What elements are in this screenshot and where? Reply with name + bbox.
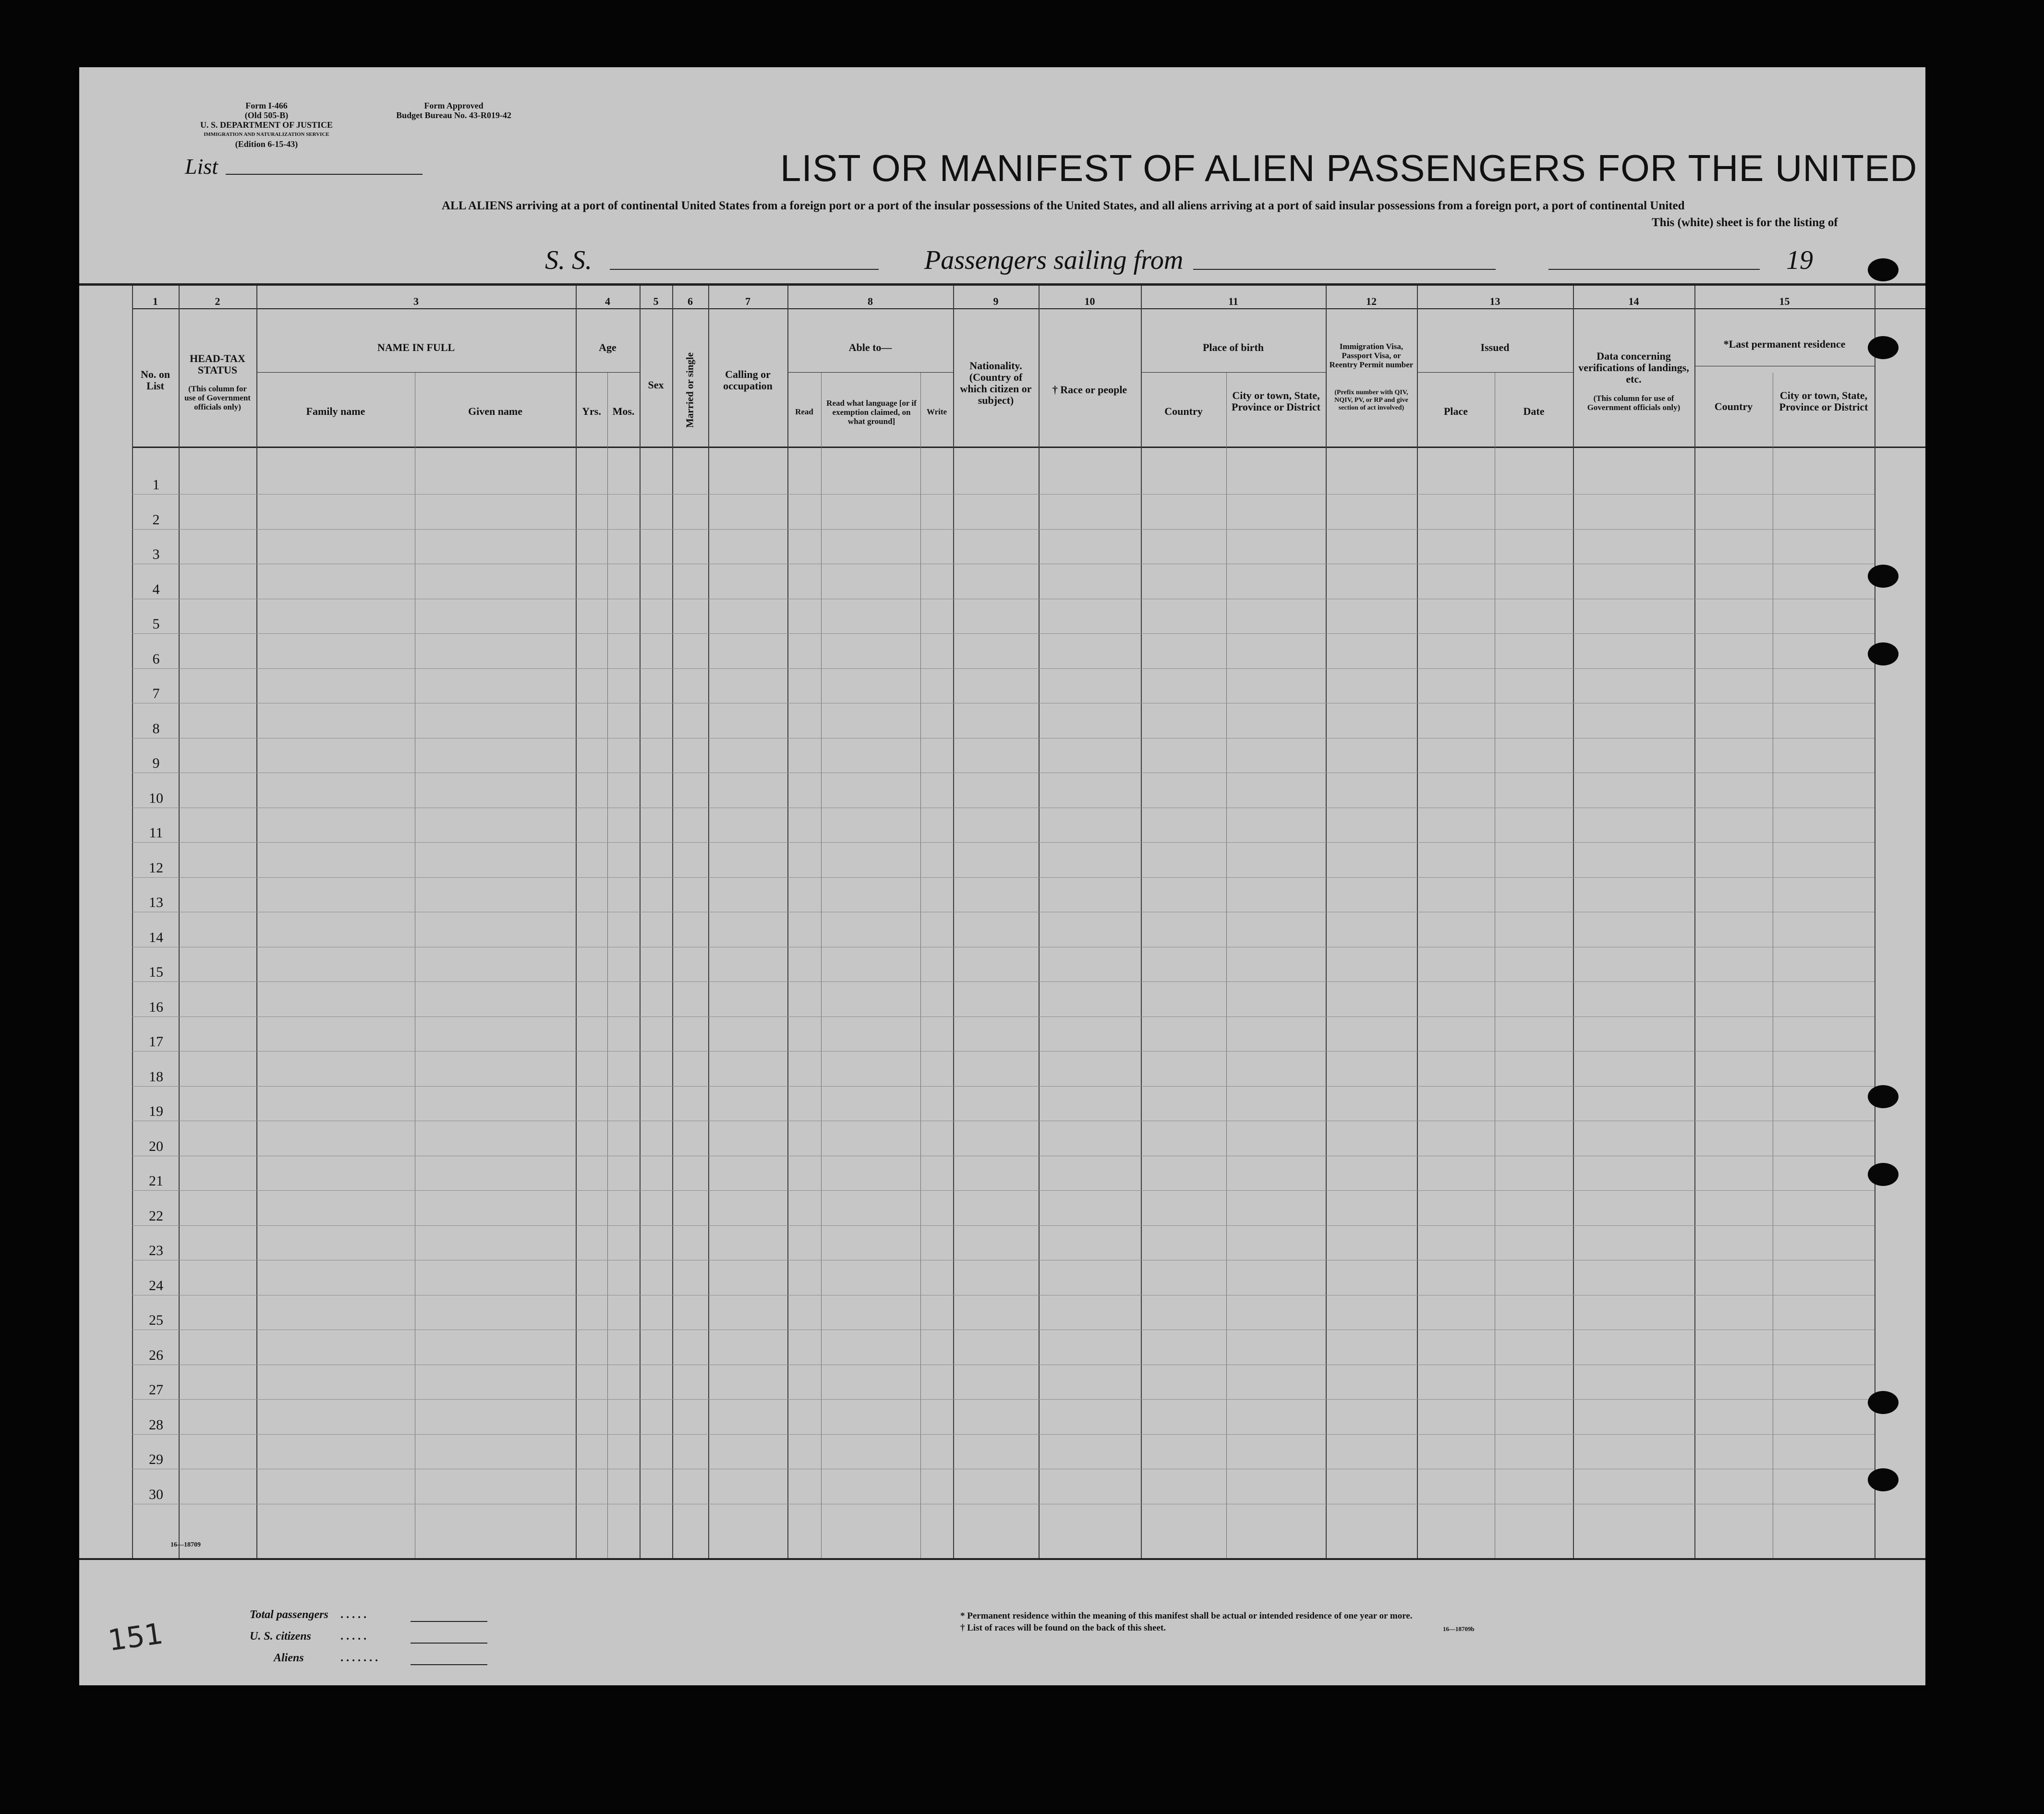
us-citizens-line <box>411 1643 487 1644</box>
us-citizens-label: U. S. citizens <box>250 1630 312 1643</box>
row-number: 8 <box>152 720 160 737</box>
row-line <box>132 1434 1875 1435</box>
row-number: 13 <box>149 895 163 910</box>
punch-hole <box>1868 642 1899 665</box>
table-top-rule <box>79 283 1925 286</box>
column-rule <box>1417 286 1418 1558</box>
row-line <box>132 529 1875 530</box>
col-number-8: 8 <box>868 295 873 307</box>
row-number: 4 <box>152 581 160 597</box>
column-rule <box>576 286 577 1558</box>
col-number-13: 13 <box>1489 295 1500 307</box>
list-number-line <box>226 174 423 175</box>
row-number: 21 <box>149 1173 163 1189</box>
row-number: 18 <box>149 1068 163 1085</box>
row-number: 26 <box>149 1347 163 1363</box>
punch-hole <box>1868 565 1899 588</box>
row-number: 25 <box>149 1312 163 1328</box>
column-rule <box>1039 286 1040 1558</box>
header-head-tax-note: (This column for use of Government officials only) <box>184 384 251 411</box>
form-title: LIST OR MANIFEST OF ALIEN PASSENGERS FOR THE UNITED <box>780 147 1918 189</box>
header-able-to: Able to— <box>848 341 892 353</box>
row-line <box>132 1016 1875 1017</box>
aliens-dots: . . . . . . . <box>341 1652 378 1664</box>
header-issued-date: Date <box>1523 405 1545 417</box>
header-name-in-full: NAME IN FULL <box>377 341 455 353</box>
ss-label: S. S. <box>545 245 592 275</box>
service: IMMIGRATION AND NATURALIZATION SERVICE <box>204 132 329 137</box>
row-number: 27 <box>149 1382 163 1398</box>
column-rule <box>1694 286 1695 1558</box>
row-number: 29 <box>149 1451 163 1467</box>
header-sex: Sex <box>648 379 664 391</box>
total-passengers-label: Total passengers <box>250 1608 328 1621</box>
header-birth-country: Country <box>1164 405 1203 417</box>
col-number-6: 6 <box>688 295 693 307</box>
row-number: 14 <box>149 929 163 945</box>
row-number: 22 <box>149 1208 163 1224</box>
column-rule <box>1141 286 1142 1558</box>
header-data-verification: Data concerning verifications of landings, etc. <box>1578 350 1689 385</box>
col-number-11: 11 <box>1228 295 1238 307</box>
total-passengers-line <box>411 1621 487 1622</box>
row-number: 12 <box>149 859 163 876</box>
col-number-10: 10 <box>1084 295 1095 307</box>
sailing-port-line <box>1193 269 1496 270</box>
col-number-2: 2 <box>215 295 220 307</box>
row-number: 20 <box>149 1138 163 1154</box>
column-rule <box>640 286 641 1558</box>
row-line <box>132 633 1875 634</box>
row-line <box>132 877 1875 878</box>
col-number-15: 15 <box>1779 295 1790 307</box>
row-line <box>132 1086 1875 1087</box>
row-number: 30 <box>149 1486 163 1502</box>
row-line <box>132 1051 1875 1052</box>
footnote-races: † List of races will be found on the back of this sheet. <box>960 1623 1166 1633</box>
aliens-line <box>411 1664 487 1665</box>
row-number: 3 <box>152 546 160 562</box>
ship-name-line <box>610 269 879 270</box>
header-visa: Immigration Visa, Passport Visa, or Reentry Permit number <box>1329 342 1414 369</box>
approval-text: Form Approved <box>424 101 484 110</box>
col-number-4: 4 <box>605 295 610 307</box>
header-res-city: City or town, State, Province or District <box>1779 389 1868 413</box>
sailing-from-label: Passengers sailing from <box>924 245 1184 275</box>
row-number: 2 <box>152 511 160 528</box>
col-number-5: 5 <box>653 295 659 307</box>
header-read-language: Read what language [or if exemption claimed, on what ground] <box>826 399 917 426</box>
name-subrule <box>256 372 576 373</box>
birth-subrule <box>1141 372 1326 373</box>
col-number-14: 14 <box>1628 295 1639 307</box>
punch-hole <box>1868 1468 1899 1491</box>
punch-hole <box>1868 258 1899 281</box>
column-rule <box>1573 286 1574 1558</box>
form-identification <box>175 101 358 149</box>
row-number: 17 <box>149 1034 163 1050</box>
row-line <box>132 1225 1875 1226</box>
punch-hole <box>1868 1163 1899 1186</box>
department: U. S. DEPARTMENT OF JUSTICE <box>200 120 333 130</box>
able-subrule <box>787 372 953 373</box>
column-rule <box>1326 286 1327 1558</box>
header-age: Age <box>599 341 617 353</box>
punch-hole <box>1868 1085 1899 1108</box>
row-number: 9 <box>152 755 160 771</box>
year-label: 19 <box>1786 245 1813 275</box>
row-number: 19 <box>149 1103 163 1119</box>
header-visa-note: (Prefix number with QIV, NQIV, PV, or RP and give section of act involved) <box>1334 389 1408 411</box>
budget-approval <box>377 101 531 120</box>
list-label: List <box>185 154 218 179</box>
header-write: Write <box>926 407 947 416</box>
header-issued-place: Place <box>1443 405 1468 417</box>
column-rule <box>787 286 788 1558</box>
col-number-9: 9 <box>993 295 999 307</box>
form-number: Form I-466 <box>245 101 288 110</box>
header-data-note: (This column for use of Government officials only) <box>1587 394 1681 412</box>
row-number: 10 <box>149 790 163 806</box>
handwritten-number: 151 <box>106 1617 165 1658</box>
column-rule <box>672 286 673 1558</box>
header-bottom-rule <box>132 447 1925 448</box>
aliens-label: Aliens <box>274 1652 304 1664</box>
row-number: 5 <box>152 616 160 632</box>
subcolumn-rule <box>920 373 921 1558</box>
column-rule <box>953 286 954 1558</box>
colnum-rule <box>132 308 1925 309</box>
intro-line-2: This (white) sheet is for the listing of <box>1652 216 1838 229</box>
col-number-1: 1 <box>153 295 158 307</box>
subcolumn-rule <box>821 373 822 1558</box>
edition: (Edition 6-15-43) <box>235 139 298 149</box>
row-number: 24 <box>149 1277 163 1294</box>
header-place-of-birth: Place of birth <box>1202 341 1264 353</box>
row-line <box>132 1190 1875 1191</box>
row-line <box>132 494 1875 495</box>
header-calling: Calling or occupation <box>723 368 773 392</box>
header-no-on-list: No. on List <box>140 368 170 392</box>
footnote-residence: * Permanent residence within the meaning of this manifest shall be actual or intended residence of one year or more. <box>960 1611 1413 1621</box>
row-line <box>132 842 1875 843</box>
us-citizens-dots: . . . . . <box>341 1630 367 1643</box>
subcolumn-rule <box>607 373 608 1558</box>
row-number: 16 <box>149 999 163 1015</box>
old-number: (Old 505-B) <box>244 110 289 120</box>
punch-hole <box>1868 1391 1899 1414</box>
row-number: 6 <box>152 651 160 667</box>
print-code: 16—18709 <box>170 1541 201 1548</box>
header-family-name: Family name <box>306 405 365 417</box>
column-rule <box>256 286 257 1558</box>
header-res-country: Country <box>1714 400 1753 412</box>
header-race: † Race or people <box>1052 384 1127 396</box>
manifest-sheet <box>79 67 1925 1685</box>
row-line <box>132 668 1875 669</box>
punch-hole <box>1868 336 1899 359</box>
row-number: 23 <box>149 1243 163 1258</box>
row-line <box>132 981 1875 982</box>
header-head-tax: HEAD-TAX STATUS <box>190 352 245 376</box>
header-mos: Mos. <box>612 405 635 417</box>
header-given-name: Given name <box>468 405 523 417</box>
header-read: Read <box>795 407 813 416</box>
header-yrs: Yrs. <box>582 405 601 417</box>
subcolumn-rule <box>1226 373 1227 1558</box>
table-bottom-rule <box>79 1558 1925 1560</box>
header-last-residence: *Last permanent residence <box>1723 338 1846 350</box>
row-number: 28 <box>149 1416 163 1433</box>
column-rule <box>132 286 133 1558</box>
row-number: 1 <box>152 477 160 493</box>
col-number-7: 7 <box>745 295 750 307</box>
column-rule <box>179 286 180 1558</box>
footnote-code: 16—18709b <box>1443 1625 1475 1633</box>
row-number: 7 <box>152 686 160 701</box>
sailing-date-line <box>1548 269 1760 270</box>
col-number-12: 12 <box>1366 295 1377 307</box>
column-rule <box>708 286 709 1558</box>
budget-number: Budget Bureau No. 43-R019-42 <box>396 110 511 120</box>
header-issued: Issued <box>1480 341 1510 353</box>
header-married: Married or single <box>684 352 696 428</box>
row-number: 15 <box>149 964 163 980</box>
header-nationality: Nationality. (Country of which citizen or subject) <box>960 360 1032 406</box>
total-passengers-dots: . . . . . <box>341 1608 367 1621</box>
row-number: 11 <box>149 825 163 841</box>
col-number-3: 3 <box>413 295 419 307</box>
intro-line-1: ALL ALIENS arriving at a port of continental United States from a foreign port or a port of the insular possessions of the United States, and all aliens arriving at a port of said insular possessions from a foreign port, a port of continental United <box>442 199 1685 212</box>
header-birth-city: City or town, State, Province or District <box>1232 389 1320 413</box>
row-line <box>132 1399 1875 1400</box>
